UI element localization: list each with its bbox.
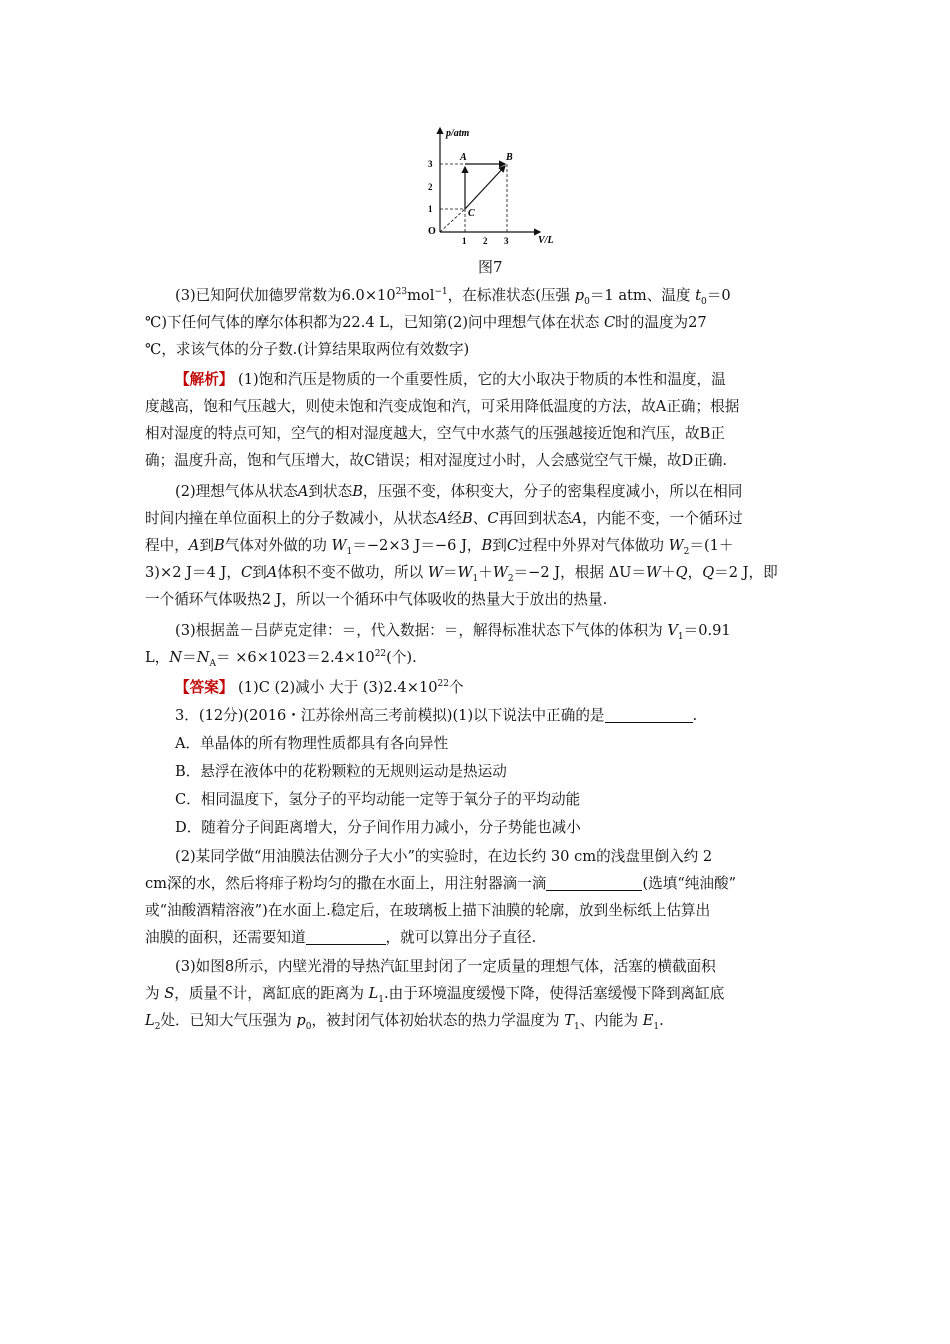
analysis-p1-line2: 度越高，饱和气压越大，则使未饱和汽变成饱和汽，可采用降低温度的方法，故A正确；根据	[145, 398, 740, 415]
analysis-tag: 【解析】	[175, 371, 234, 388]
answer-blank-3[interactable]	[306, 930, 386, 945]
q3-part2-line2: cm深的水，然后将痱子粉均匀的撒在水面上，用注射器滴一滴 (选填“纯油酸”	[145, 875, 737, 892]
answer-blank-1[interactable]	[605, 708, 693, 723]
point-a-label: A	[460, 152, 467, 163]
answer-tag: 【答案】	[175, 679, 234, 696]
q-part3-line2: ℃)下任何气体的摩尔体积都为22.4 L，已知第(2)问中理想气体在状态 C时的温度为27	[145, 314, 707, 331]
pv-diagram	[410, 120, 570, 255]
origin-label: O	[428, 226, 436, 237]
q3-part2-line3: 或“油酸酒精溶液”)在水面上.稳定后，在玻璃板上描下油膜的轮廓，放到坐标纸上估算出	[145, 902, 711, 919]
q3-option-c: C．相同温度下，氢分子的平均动能一定等于氧分子的平均动能	[175, 791, 581, 808]
x-tick-1: 1	[462, 236, 467, 246]
x-axis-label: V/L	[538, 235, 554, 246]
q3-part2-line1: (2)某同学做“用油膜法估测分子大小”的实验时，在边长约 30 cm的浅盘里倒入约 2	[175, 848, 713, 865]
analysis-p2-line2: 时间内撞在单位面积上的分子数减小，从状态A经B、C再回到状态A，内能不变，一个循环过	[145, 510, 743, 527]
x-tick-2: 2	[483, 236, 488, 246]
y-tick-3: 3	[428, 159, 433, 169]
q-part3-line1: (3)已知阿伏加德罗常数为$6.0\times 10^{23}mol^{-1}$，在标准状态(压强 $p_0=1$ atm、温度 $t_0=0$	[175, 287, 731, 307]
q3-stem: 3．(12分)(2016・江苏徐州高三考前模拟)(1)以下说法中正确的是 .	[175, 707, 698, 724]
analysis-p1-line3: 相对湿度的特点可知，空气的相对湿度越大，空气中水蒸气的压强越接近饱和汽压，故B正	[145, 425, 725, 442]
analysis-p2-line3: 程中，A到B气体对外做的功 $W_1=-2\times 3$ J＝−6 J，B到C过程中外界对气体做功 $W_2=(1+$	[145, 537, 734, 557]
answer-line: 【答案】 (1)C (2)减小 大于 $(3)2.4\times 10^{22}$个	[175, 679, 464, 696]
q3-option-b: B．悬浮在液体中的花粉颗粒的无规则运动是热运动	[175, 763, 507, 780]
x-tick-3: 3	[504, 236, 509, 246]
path-c-b	[465, 166, 505, 209]
answer-blank-2[interactable]	[546, 876, 642, 891]
point-c-label: C	[468, 208, 475, 219]
y-axis-label: p/atm	[446, 128, 470, 139]
y-tick-1: 1	[428, 204, 433, 214]
analysis-p1-line4: 确；温度升高，饱和气压增大，故C错误；相对湿度过小时，人会感觉空气干燥，故D正确.	[145, 452, 728, 469]
q3-part3-line2: 为 S，质量不计，离缸底的距离为 $L_1$.由于环境温度缓慢下降，使得活塞缓慢下降到离缸底	[145, 985, 725, 1005]
analysis-p2-line4: 3)×2 J＝4 J，C到A体积不变不做功，所以 $W=W_1+W_2=-2$ J，根据 ΔU＝W＋Q，Q＝2 J，即	[145, 564, 778, 584]
y-tick-2: 2	[428, 182, 433, 192]
analysis-p2-line5: 一个循环气体吸热2 J，所以一个循环中气体吸收的热量大于放出的热量.	[145, 591, 608, 608]
guide-origin-c	[440, 209, 465, 232]
q-part3-line3: ℃，求该气体的分子数.(计算结果取两位有效数字)	[145, 341, 470, 358]
q3-part2-line4: 油膜的面积，还需要知道 ，就可以算出分子直径.	[145, 929, 537, 946]
analysis-p1-line1: 【解析】 (1)饱和汽压是物质的一个重要性质，它的大小取决于物质的本性和温度，温	[175, 371, 726, 388]
q3-option-a: A．单晶体的所有物理性质都具有各向异性	[175, 735, 449, 752]
analysis-p3-line2: L，$N=N_A= \times 6\times 1023=2.4\times 10^{22}$(个).	[145, 649, 417, 669]
analysis-p3-line1: (3)根据盖－吕萨克定律：＝，代入数据：＝，解得标准状态下气体的体积为 $V_1=0.91$	[175, 622, 731, 642]
figure-caption: 图7	[478, 258, 503, 276]
q3-option-d: D．随着分子间距离增大，分子间作用力减小，分子势能也减小	[175, 819, 581, 836]
q3-part3-line3: $L_2$处．已知大气压强为 $p_0$，被封闭气体初始状态的热力学温度为 $T_1$、内能为 $E_1$.	[145, 1012, 664, 1032]
point-b-label: B	[506, 152, 513, 163]
q3-part3-line1: (3)如图8所示，内壁光滑的导热汽缸里封闭了一定质量的理想气体，活塞的横截面积	[175, 958, 716, 975]
analysis-p2-line1: (2)理想气体从状态A到状态B，压强不变，体积变大，分子的密集程度减小，所以在相同	[175, 483, 743, 500]
